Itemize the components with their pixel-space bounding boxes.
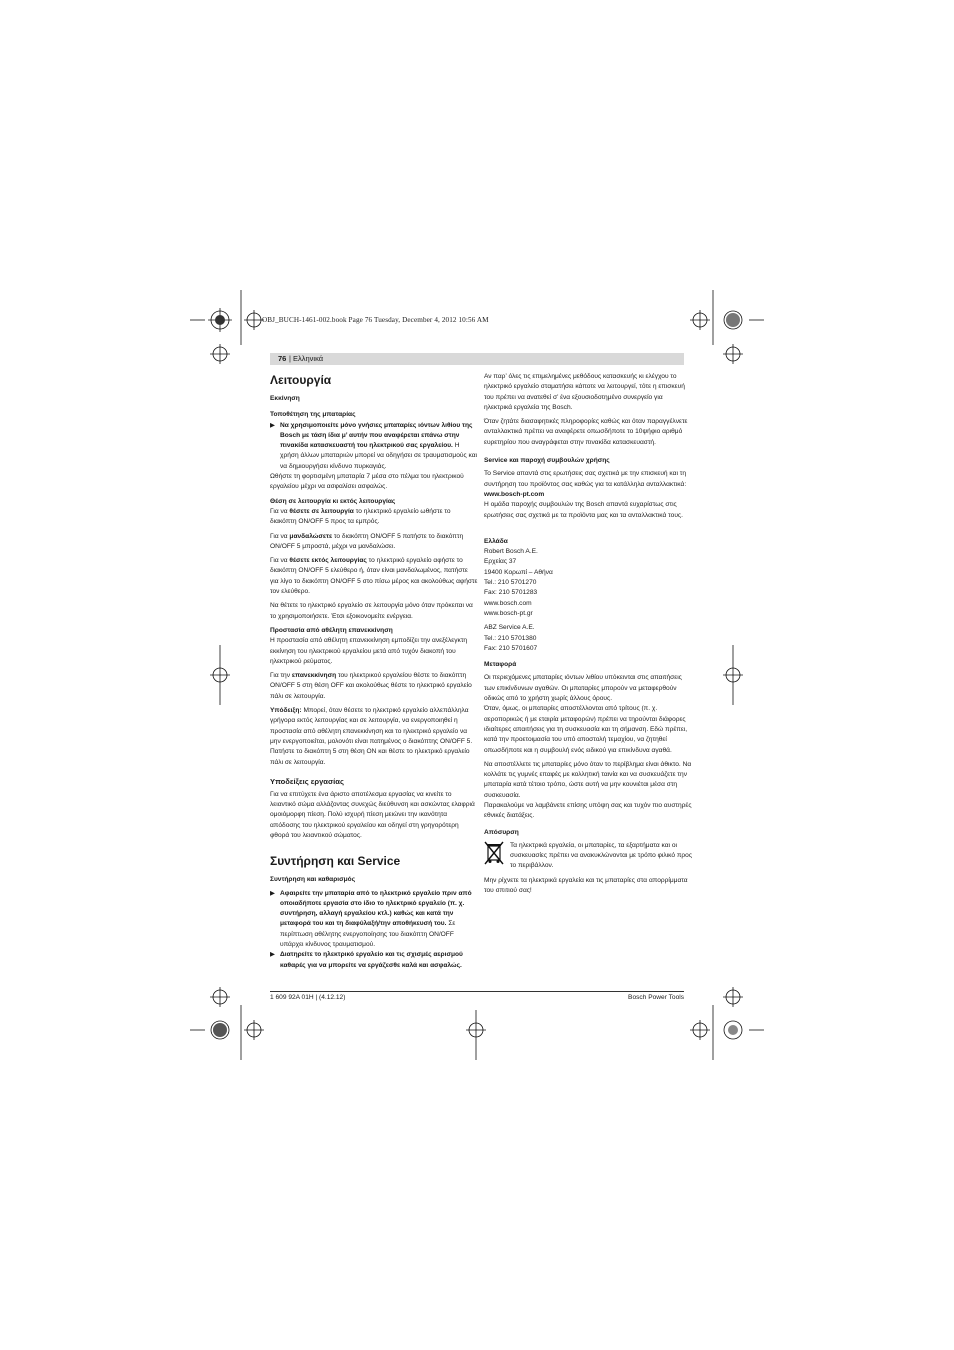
triangle-right-icon: ▶ bbox=[270, 951, 275, 959]
order-text: Όταν ζητάτε διασαφητικές πληροφορίες καθώς και όταν παραγγέλνετε ανταλλακτικά πρέπει να αναφέρετε οπωσδήποτε το 10ψήφιο αριθμό ευρετηρίου που αναγράφεται στην πινακίδα κατασκευαστή. bbox=[484, 418, 688, 446]
address-line[interactable]: www.bosch.com bbox=[484, 599, 532, 607]
transport-text-1: Οι περιεχόμενες μπαταρίες ιόντων λιθίου υπόκεινται στις απαιτήσεις των επικίνδυνων αγαθών. Οι μπαταρίες μπορούν να μεταφερθούν οδικώς από το χρήστη χωρίς άλλους όρους. bbox=[484, 674, 682, 703]
address-line: Tel.: 210 5701380 bbox=[484, 634, 537, 642]
battery-bullet bbox=[270, 421, 478, 472]
restart2-post: του ηλεκτρικού εργαλείου θέστε το διακόπτη ON/OFF 5 στη θέση OFF και ακολούθως θέστε το ηλεκτρικό εργαλείο πάλι σε λειτουργία. bbox=[270, 672, 472, 700]
heading-maint-service: Συντήρηση και Service bbox=[270, 854, 401, 869]
disposal-block bbox=[484, 841, 692, 872]
left-column bbox=[270, 372, 478, 971]
off-post: το ηλεκτρικό εργαλείο αφήστε το διακόπτη ON/OFF 5 ελεύθερο ή, όταν είναι μανδαλωμένος, πατήστε για λίγο το διακόπτη ON/OFF 5 στο πίσω μέρος και ακολούθως αφήστε τον ελεύθερο. bbox=[270, 557, 478, 596]
heading-onoff: Θέση σε λειτουργία κι εκτός λειτουργίας bbox=[270, 497, 396, 505]
battery-text: Ωθήστε τη φορτισμένη μπαταρία 7 μέσα στο πέλμα του ηλεκτρικού εργαλείου μέχρι να ασφαλίσει ασφαλώς. bbox=[270, 473, 464, 491]
off-pre: Για να bbox=[270, 557, 290, 565]
disposal-text: Τα ηλεκτρικά εργαλεία, οι μπαταρίες, τα εξαρτήματα και οι συσκευασίες πρέπει να ανακυκλώνονται με τρόπο φιλικό προς το περιβάλλον. bbox=[510, 841, 693, 870]
quality-text: Αν παρ’ όλες τις επιμελημένες μεθόδους κατασκευής κι ελέγχου το ηλεκτρικό εργαλείο σταματήσει κάποτε να λειτουργεί, τότε η επισκευή του πρέπει να ανατεθεί σ’ ένα εξουσιοδοτημένο συνεργείο για ηλεκτρικά εργαλεία της Bosch. bbox=[484, 373, 685, 411]
heading-battery: Τοποθέτηση της μπαταρίας bbox=[270, 411, 356, 419]
lock-text bbox=[270, 532, 478, 553]
restart-text: Η προστασία από αθέλητη επανεκκίνηση εμποδίζει την ανεξέλεγκτη εκκίνηση του ηλεκτρικού εργαλείου μετά από τυχόν διακοπή του ηλεκτρικού ρεύματος. bbox=[270, 637, 468, 665]
footer-right: Bosch Power Tools bbox=[628, 994, 684, 1001]
on-post: το ηλεκτρικό εργαλείο ωθήστε το διακόπτη ON/OFF 5 προς τα εμπρός. bbox=[270, 507, 451, 526]
footer-rule bbox=[270, 991, 684, 992]
lock-bold: μανδαλώσετε bbox=[289, 532, 333, 540]
heading-greece: Ελλάδα bbox=[484, 537, 508, 545]
advice-text: Η ομάδα παροχής συμβουλών της Bosch απαντά ευχαρίστως στις ερωτήσεις σας σχετικά με τα προϊόντα μας και τα ανταλλακτικά τους. bbox=[484, 501, 683, 519]
heading-start: Εκκίνηση bbox=[270, 395, 300, 402]
maint-bullet-1 bbox=[270, 889, 478, 951]
address-block-2 bbox=[484, 623, 692, 654]
address-line: Ερχείας 37 bbox=[484, 558, 517, 566]
address-line: 19400 Κορωπί – Αθήνα bbox=[484, 568, 553, 576]
restart2-text bbox=[270, 671, 478, 702]
triangle-right-icon: ▶ bbox=[270, 889, 275, 897]
right-column bbox=[484, 372, 692, 896]
heading-disposal: Απόσυρση bbox=[484, 828, 519, 836]
on-bold: θέσετε σε λειτουργία bbox=[289, 507, 354, 515]
restart2-bold: επανεκκίνηση bbox=[291, 672, 337, 680]
maint-bullet2-bold: Διατηρείτε το ηλεκτρικό εργαλείο και τις σχισμές αερισμού καθαρές για να μπορείτε να εργάζεσθε καλά και ασφαλώς. bbox=[280, 951, 463, 969]
maint-bullet1-rest: Σε περίπτωση αθέλητης ενεργοποίησης του διακόπτη ON/OFF υπάρχει κίνδυνος τραυματισμού. bbox=[280, 920, 456, 949]
restart2-pre: Για την bbox=[270, 672, 292, 680]
lock-post: το διακόπτη ON/OFF 5 πατήστε το διακόπτη ON/OFF 5 μπροστά, μέχρι να μανδαλώσει. bbox=[270, 532, 464, 550]
maint-bullet-2 bbox=[270, 950, 478, 971]
transport-text-3: Να αποστέλλετε τις μπαταρίες μόνο όταν το περίβλημα είναι άθικτο. Να κολλάτε τις γυμνές επαφές με κολλητική ταινία και να συσκευάζετε την μπαταρία κατά τέτοιο τρόπο, ώστε αυτή να μην κουνιέται μέσα στη συσκευασία. bbox=[484, 760, 692, 799]
service-text: Το Service απαντά στις ερωτήσεις σας σχετικά με την επισκευή και τη συντήρηση του προϊόντος σας καθώς για τα κατάλληλα ανταλλακτικά: bbox=[484, 470, 687, 488]
crossed-wheelie-bin-icon bbox=[484, 841, 504, 865]
page-band bbox=[270, 353, 684, 365]
print-header: OBJ_BUCH-1461-002.book Page 76 Tuesday, December 4, 2012 10:56 AM bbox=[262, 316, 489, 324]
address-block-1 bbox=[484, 547, 692, 619]
lock-pre: Για να bbox=[270, 532, 290, 540]
band-separator: | bbox=[289, 354, 291, 363]
address-line: Fax: 210 5701607 bbox=[484, 644, 538, 652]
battery-bullet-bold: Να χρησιμοποιείτε μόνο γνήσιες μπαταρίες ιόντων λιθίου της Bosch με τάση ίδια μ’ αυτήν που αναφέρεται επάνω στην πινακίδα κατασκευαστή του ηλεκτρικού σας εργαλείου. bbox=[280, 421, 473, 450]
service-url[interactable]: www.bosch-pt.com bbox=[484, 490, 545, 498]
on-text bbox=[270, 507, 478, 528]
maint-bullet1-bold: Αφαιρείτε την μπαταρία από το ηλεκτρικό εργαλείο πριν από οποιαδήποτε εργασία στο ίδιο το ηλεκτρικό εργαλείο (π. χ. συντήρηση, αλλαγή εργαλείου κτλ.) καθώς και κατά την μεταφορά του και τη διαφύλαξή/την αποθήκευσή του. bbox=[280, 889, 472, 928]
page-number: 76 bbox=[278, 354, 287, 363]
address-line: Fax: 210 5701283 bbox=[484, 589, 538, 597]
off-text bbox=[270, 556, 478, 597]
address-line: Robert Bosch A.E. bbox=[484, 548, 538, 556]
triangle-right-icon: ▶ bbox=[270, 421, 275, 429]
address-line: ABZ Service A.E. bbox=[484, 624, 535, 632]
off-bold: θέσετε εκτός λειτουργίας bbox=[289, 557, 367, 565]
language-label: Ελληνικά bbox=[293, 354, 324, 363]
address-line: Tel.: 210 5701270 bbox=[484, 579, 537, 587]
heading-service: Service και παροχή συμβουλών χρήσης bbox=[484, 457, 610, 465]
transport-text-4: Παρακαλούμε να λαμβάνετε επίσης υπόψη σας και τυχόν πιο αυστηρές εθνικές διατάξεις. bbox=[484, 801, 692, 820]
heading-transport: Μεταφορά bbox=[484, 661, 517, 669]
note-text bbox=[270, 706, 478, 768]
address-line[interactable]: www.bosch-pt.gr bbox=[484, 609, 533, 617]
battery-bullet-rest: Η χρήση άλλων μπαταριών μπορεί να οδηγήσει σε τραυματισμούς και να δημιουργήσει κίνδυνο πυρκαγιάς. bbox=[280, 442, 477, 470]
disposal-text-2: Μην ρίχνετε τα ηλεκτρικά εργαλεία και τις μπαταρίες στα απορρίμματα του σπιτιού σας! bbox=[484, 876, 688, 895]
heading-tips: Υποδείξεις εργασίας bbox=[270, 776, 344, 786]
heading-maint-clean: Συντήρηση και καθαρισμός bbox=[270, 876, 356, 884]
tips-text: Για να επιτύχετε ένα άριστο αποτέλεσμα εργασίας να κινείτε το λειαντικό σώμα αλλάζοντας συνεχώς διεύθυνση και ασκώντας ελαφριά ομοιόμορφη πίεση. Πολύ ισχυρή πίεση μειώνει την ικανότητα απόδοσης του ηλεκτρικού εργαλείου και οδηγεί στη γρηγορότερη φθορά του λειαντικού σώματος. bbox=[270, 790, 475, 839]
heading-operation: Λειτουργία bbox=[270, 373, 332, 387]
energy-text: Να θέτετε το ηλεκτρικό εργαλείο σε λειτουργία μόνο όταν πρόκειται να το χρησιμοποιήσετε. Έτσι εξοικονομείτε ενέργεια. bbox=[270, 602, 473, 620]
transport-text-2: Όταν, όμως, οι μπαταρίες αποστέλλονται από τρίτους (π. χ. αεροπορικώς ή με εταιρία μεταφορών) πρέπει να τηρούνται διάφορες ιδιαίτερες απαιτήσεις για τη συσκευασία και τη σήμανση. Εδώ πρέπει, κατά την προετοιμασία του υπό αποστολή τεμαχίου, να ζητηθεί οπωσδήποτε και η συμβουλή ενός ειδικού για επικίνδυνα αγαθά. bbox=[484, 705, 688, 754]
heading-restart: Προστασία από αθέλητη επανεκκίνηση bbox=[270, 626, 393, 634]
note-post: Μπορεί, όταν θέσετε το ηλεκτρικό εργαλείο αλλεπάλληλα γρήγορα εκτός λειτουργίας και σε λειτουργία, να ενεργοποιηθεί η προστασία από αθέλητη επανεκκίνηση και το ηλεκτρικό εργαλείο να μην ενεργοποιείται, μολονότι είναι πατημένος ο διακόπτης ON/OFF 5. Πατήστε το διακόπτη 5 στη θέση ON και θέστε το ηλεκτρικό εργαλείο πάλι σε λειτουργία. bbox=[270, 707, 473, 766]
note-bold: Υπόδειξη: bbox=[270, 707, 302, 715]
footer-left: 1 609 92A 01H | (4.12.12) bbox=[270, 994, 346, 1001]
on-pre: Για να bbox=[270, 507, 290, 515]
